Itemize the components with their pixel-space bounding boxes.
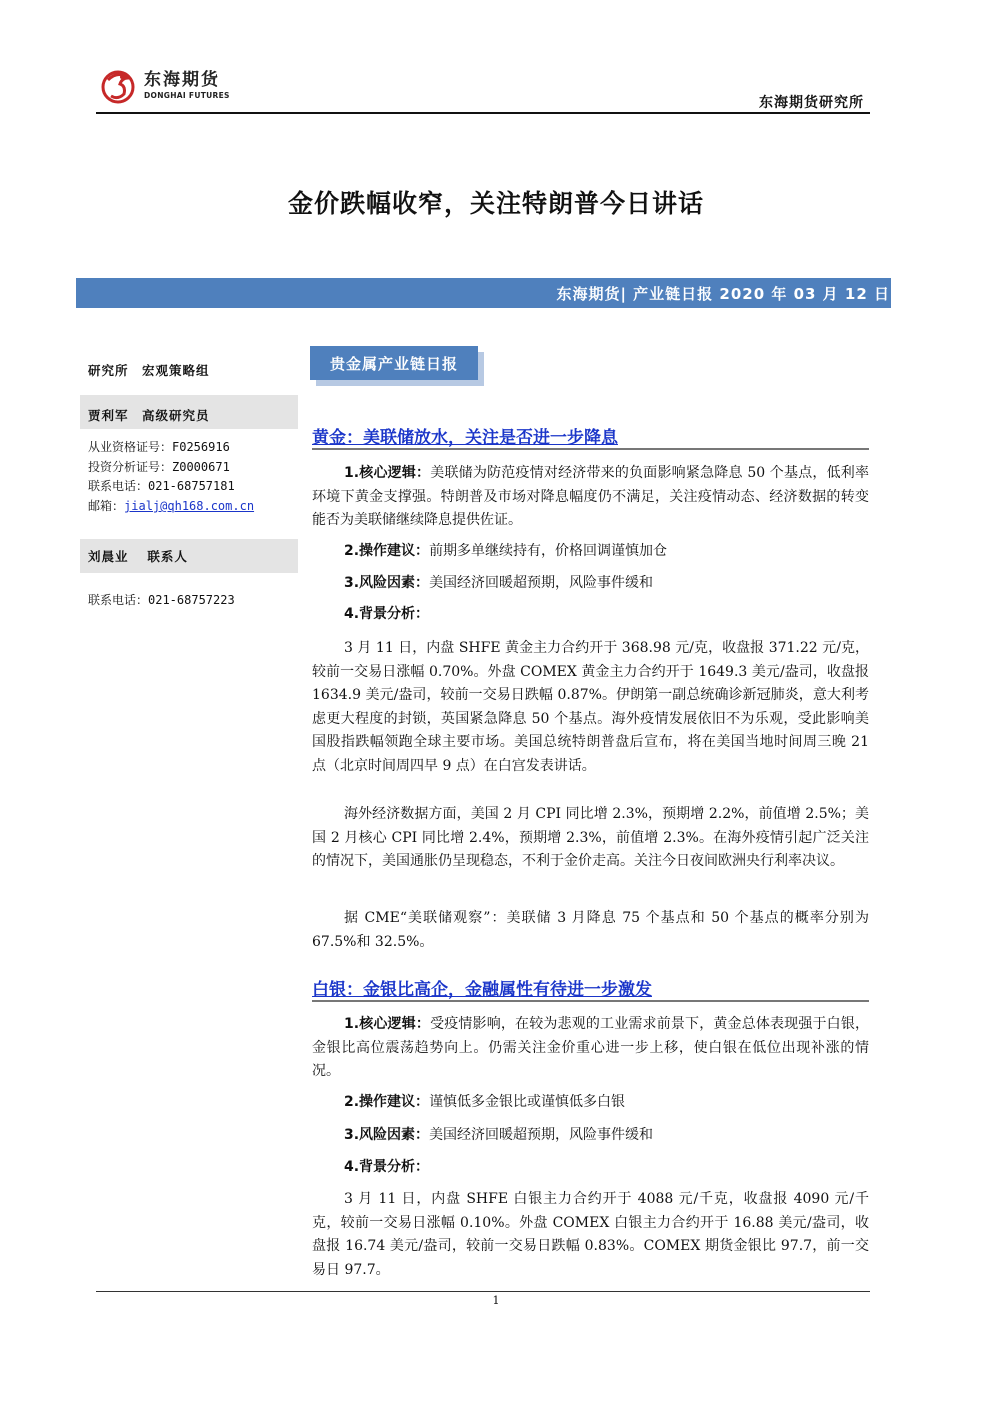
gold-risk-text: 美国经济回暖超预期，风险事件缓和 (429, 575, 654, 591)
silver-advice (344, 1091, 625, 1115)
gold-background-para-3: 据 CME“美联储观察”：美联储 3 月降息 75 个基点和 50 个基点的概率分别为 67.5%和 32.5%。 (312, 910, 869, 950)
gold-core-logic-label: 1.核心逻辑： (344, 465, 431, 481)
silver-risk-text: 美国经济回暖超预期，风险事件缓和 (429, 1127, 654, 1143)
sidebar-dept: 研究所 宏观策略组 (88, 363, 210, 378)
dragon-logo-icon (98, 66, 138, 106)
silver-risk (344, 1124, 653, 1148)
sidebar-analyst-name: 贾利军 高级研究员 (88, 408, 210, 423)
silver-core-logic (312, 1013, 869, 1084)
silver-background-para-1: 3 月 11 日，内盘 SHFE 白银主力合约开于 4088 元/千克，收盘报 4090 元/千克，较前一交易日涨幅 0.10%。外盘 COMEX 白银主力合约开于 16.88 美元/盎司，收盘报 16.74 美元/盎司，较前一交易日跌幅 0.83%。COMEX 期货金银比 97.7，前一交易日 97.7。 (312, 1191, 869, 1278)
gold-background-para-2: 海外经济数据方面，美国 2 月 CPI 同比增 2.3%，预期增 2.2%，前值增 2.5%；美国 2 月核心 CPI 同比增 2.4%，预期增 2.3%，前值增 2.3%。在海外疫情引起广泛关注的情况下，美国通胀仍呈现稳态，不利于金价走高。关注今日夜间欧洲央行利率决议。 (312, 806, 869, 869)
gold-background-para-1: 3 月 11 日，内盘 SHFE 黄金主力合约开于 368.98 元/克，收盘报 371.22 元/克，较前一交易日涨幅 0.70%。外盘 COMEX 黄金主力合约开于 1649.3 美元/盎司，收盘报 1634.9 美元/盎司，较前一交易日跌幅 0.87%。伊朗第一副总统确诊新冠肺炎，意大利考虑更大程度的封锁，英国紧急降息 50 个基点。海外疫情发展依旧不为乐观，受此影响美国股指跌幅领跑全球主要市场。美国总统特朗普盘后宣布，将在美国当地时间周三晚 21 点（北京时间周四早 9 点）在白宫发表讲话。 (312, 640, 869, 774)
silver-background-label (344, 1156, 429, 1180)
page-number: 1 (492, 1294, 500, 1307)
sidebar-email-row (88, 497, 254, 514)
gold-advice-text: 前期多单继续持有，价格回调谨慎加仓 (429, 543, 668, 559)
gold-core-logic-text: 美联储为防范疫情对经济带来的负面影响紧急降息 50 个基点，低利率环境下黄金支撑强。特朗普及市场对降息幅度仍不满足，关注疫情动态、经济数据的转变能否为美联储继续降息提供佐证。 (312, 465, 869, 528)
silver-core-logic-text: 受疫情影响，在较为悲观的工业需求前景下，黄金总体表现强于白银，金银比高位震荡趋势向上。仍需关注金价重心进一步上移，使白银在低位出现补涨的情况。 (312, 1016, 870, 1079)
gold-risk-label: 3.风险因素： (344, 575, 430, 591)
gold-advice (344, 540, 667, 564)
logo-chinese-name: 东海期货 (144, 70, 220, 91)
sidebar-contact-name: 刘晨业 联系人 (88, 549, 188, 564)
sidebar-contact-phone: 联系电话：021-68757223 (88, 593, 235, 607)
logo-english-name: DONGHAI FUTURES (144, 91, 230, 101)
silver-core-logic-label: 1.核心逻辑： (344, 1016, 431, 1032)
silver-risk-label: 3.风险因素： (344, 1127, 430, 1143)
section-tag: 贵金属产业链日报 (310, 346, 478, 380)
silver-advice-label: 2.操作建议： (344, 1094, 430, 1110)
gold-section-rule (312, 448, 869, 450)
silver-section-heading[interactable]: 白银：金银比高企，金融属性有待进一步激发 (312, 980, 652, 1000)
gold-risk (344, 572, 653, 596)
header-institute-label: 东海期货研究所 (759, 95, 864, 111)
company-logo (98, 66, 238, 106)
sidebar-analyst-line: 从业资格证号：F0256916 (88, 440, 230, 454)
gold-core-logic (312, 462, 869, 533)
gold-advice-label: 2.操作建议： (344, 543, 430, 559)
footer-divider (96, 1291, 870, 1292)
report-band-text: 东海期货| 产业链日报 2020 年 03 月 12 日 (556, 285, 890, 303)
gold-background-label-text: 4.背景分析： (344, 606, 430, 622)
document-title: 金价跌幅收窄，关注特朗普今日讲话 (287, 189, 704, 218)
silver-section-rule (312, 1000, 869, 1002)
header-divider (96, 112, 870, 114)
silver-background-label-text: 4.背景分析： (344, 1159, 430, 1175)
sidebar-email-label: 邮箱： (88, 499, 125, 513)
silver-advice-text: 谨慎低多金银比或谨慎低多白银 (429, 1094, 626, 1110)
gold-background-label (344, 603, 429, 627)
sidebar-analyst-line: 联系电话：021-68757181 (88, 479, 235, 493)
sidebar-email-link[interactable]: jialj@qh168.com.cn (124, 499, 255, 513)
sidebar-analyst-line: 投资分析证号：Z0000671 (88, 460, 230, 474)
gold-section-heading[interactable]: 黄金：美联储放水，关注是否进一步降息 (312, 428, 618, 448)
